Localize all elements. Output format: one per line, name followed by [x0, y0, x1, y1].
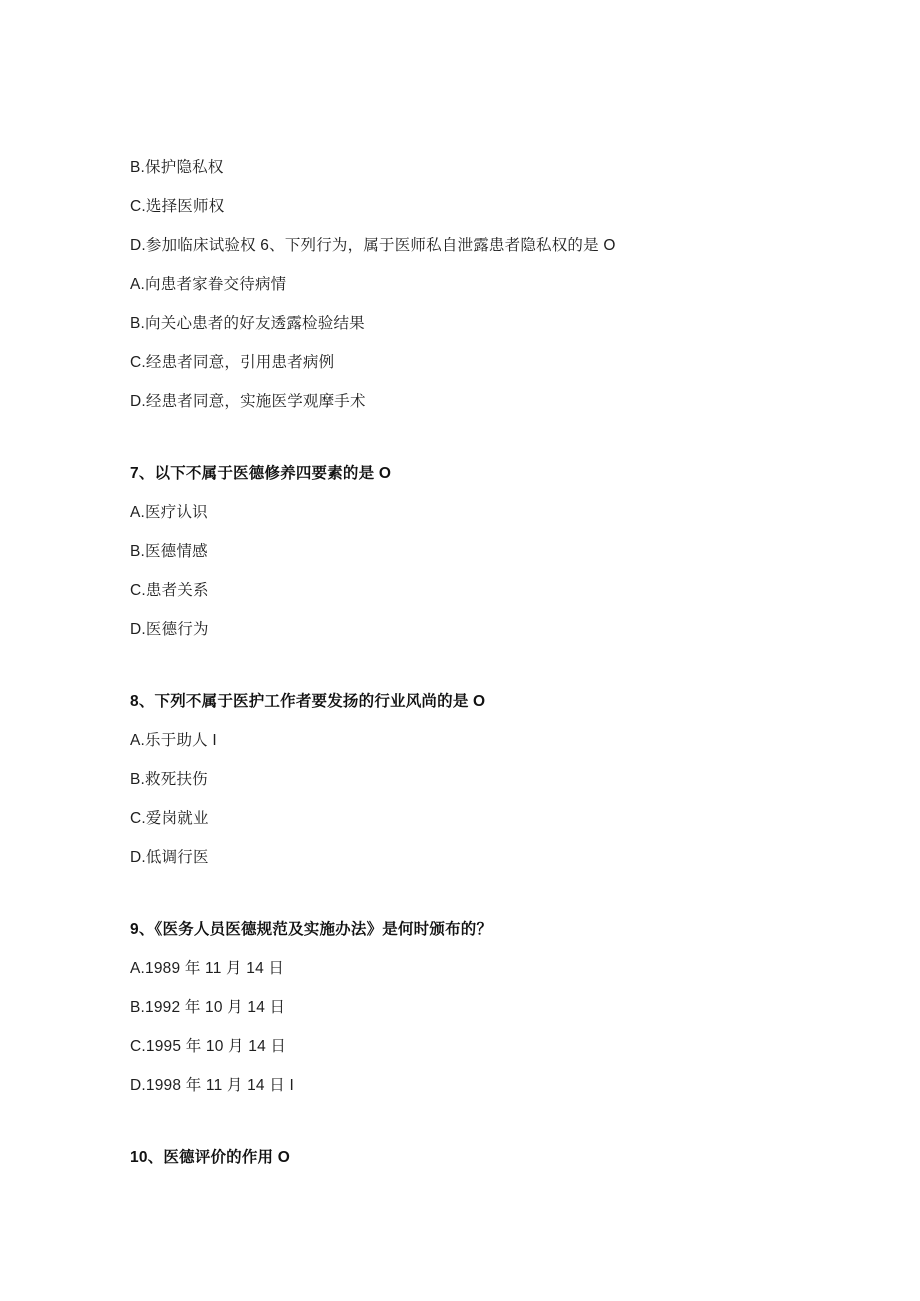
question-text: 8、下列不属于医护工作者要发扬的行业风尚的是 O	[130, 693, 486, 710]
option-line: C.经患者同意，引用患者病例	[130, 354, 335, 371]
option-line: D.医德行为	[130, 621, 209, 638]
option-line: C.1995 年 10 月 14 日	[130, 1038, 287, 1055]
option-line: A.医疗认识	[130, 504, 208, 521]
option-line: B.保护隐私权	[130, 159, 224, 176]
option-line: D.参加临床试验权 6、下列行为，属于医师私自泄露患者隐私权的是 O	[130, 237, 616, 254]
option-line: D.1998 年 11 月 14 日 I	[130, 1077, 294, 1094]
option-line: B.医德情感	[130, 543, 208, 560]
option-line: C.患者关系	[130, 582, 209, 599]
option-line: B.向关心患者的好友透露检验结果	[130, 315, 365, 332]
option-line: B.1992 年 10 月 14 日	[130, 999, 286, 1016]
block-spacer	[130, 889, 790, 922]
block-spacer	[130, 433, 790, 466]
question-text: 7、以下不属于医德修养四要素的是 O	[130, 465, 392, 482]
block-spacer	[130, 1117, 790, 1150]
option-line: C.爱岗就业	[130, 810, 209, 827]
question-text: 10、医德评价的作用 O	[130, 1149, 291, 1166]
option-line: B.救死扶伤	[130, 771, 208, 788]
document-body	[130, 160, 790, 1189]
question-text: 9、《医务人员医德规范及实施办法》是何时颁布的？	[130, 921, 493, 938]
question-block-7	[130, 466, 790, 638]
option-line: C.选择医师权	[130, 198, 225, 215]
block-spacer	[130, 661, 790, 694]
option-line: A.1989 年 11 月 14 日	[130, 960, 285, 977]
question-block-10	[130, 1150, 790, 1166]
option-line: A.向患者家眷交待病情	[130, 276, 287, 293]
option-line: D.经患者同意，实施医学观摩手术	[130, 393, 366, 410]
question-block-9	[130, 922, 790, 1094]
options-continuation-block	[130, 160, 790, 410]
option-line: A.乐于助人 I	[130, 732, 217, 749]
option-line: D.低调行医	[130, 849, 209, 866]
question-block-8	[130, 694, 790, 866]
